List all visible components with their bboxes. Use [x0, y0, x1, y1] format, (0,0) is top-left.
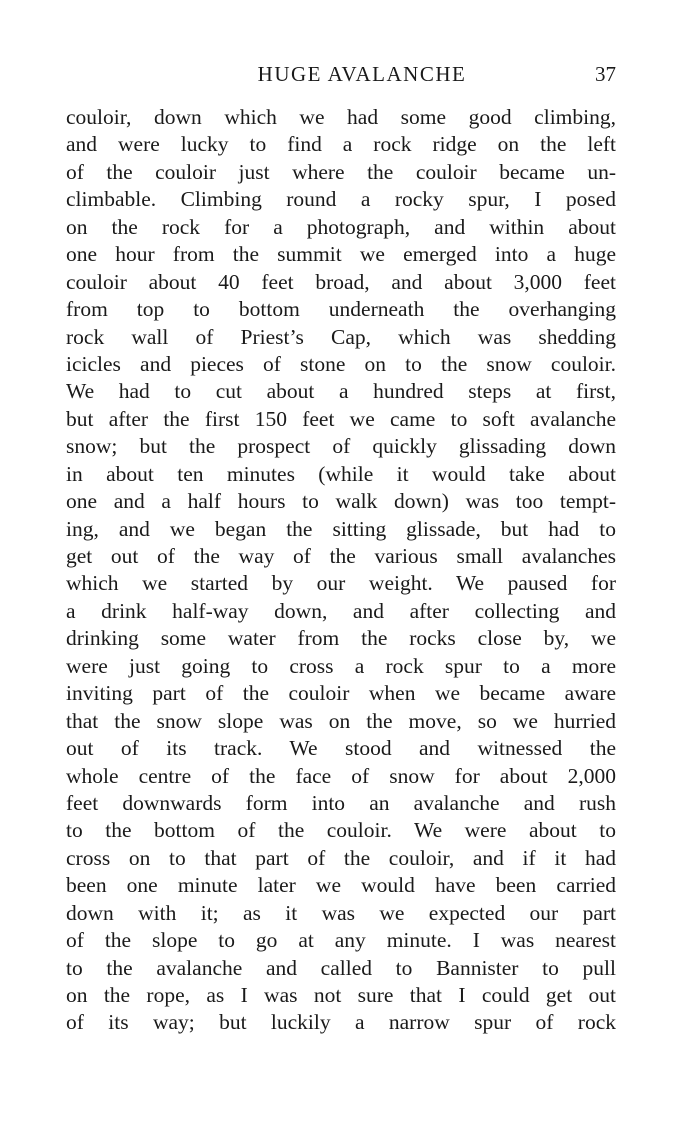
text-line: in about ten minutes (while it would take about	[66, 461, 616, 486]
text-line: of its way; but luckily a narrow spur of rock	[66, 1010, 616, 1035]
text-line: climbable. Climbing round a rocky spur, I posed	[66, 187, 616, 212]
text-line: been one minute later we would have been carried	[66, 873, 616, 898]
text-line: from top to bottom underneath the overhanging	[66, 297, 616, 322]
running-header	[66, 62, 616, 94]
text-line: but after the first 150 feet we came to soft avalanche	[66, 406, 616, 431]
text-line: that the snow slope was on the move, so we hurried	[66, 708, 616, 733]
text-line: cross on to that part of the couloir, and if it had	[66, 845, 616, 870]
text-line: snow; but the prospect of quickly glissading down	[66, 434, 616, 459]
text-line: drinking some water from the rocks close by, we	[66, 626, 616, 651]
text-line: couloir, down which we had some good climbing,	[66, 105, 616, 129]
text-line: were just going to cross a rock spur to a more	[66, 653, 616, 678]
text-line: and were lucky to find a rock ridge on the left	[66, 132, 616, 157]
page-number: 37	[595, 62, 616, 86]
book-page	[66, 62, 616, 1037]
running-title: HUGE AVALANCHE	[257, 62, 467, 86]
text-line: inviting part of the couloir when we became aware	[66, 681, 616, 706]
text-line: which we started by our weight. We paused for	[66, 571, 616, 596]
text-line: get out of the way of the various small avalanches	[66, 544, 616, 568]
text-line: of the couloir just where the couloir became un-	[66, 159, 616, 184]
text-line: one hour from the summit we emerged into a huge	[66, 242, 616, 267]
text-line: on the rope, as I was not sure that I could get out	[66, 983, 616, 1007]
text-line: icicles and pieces of stone on to the snow couloir.	[66, 351, 616, 376]
text-line: feet downwards form into an avalanche and rush	[66, 790, 616, 815]
text-line: ing, and we began the sitting glissade, but had to	[66, 516, 616, 541]
text-line: couloir about 40 feet broad, and about 3,000 feet	[66, 269, 616, 294]
text-line: to the bottom of the couloir. We were about to	[66, 818, 616, 843]
text-line: a drink half-way down, and after collecting and	[66, 598, 616, 623]
body-text	[66, 104, 616, 1037]
text-line: on the rock for a photograph, and within about	[66, 214, 616, 239]
text-line: down with it; as it was we expected our part	[66, 900, 616, 925]
text-line: one and a half hours to walk down) was too tempt-	[66, 489, 616, 514]
text-line: We had to cut about a hundred steps at first,	[66, 379, 616, 404]
text-line: out of its track. We stood and witnessed the	[66, 736, 616, 761]
text-line: of the slope to go at any minute. I was nearest	[66, 928, 616, 953]
text-line: to the avalanche and called to Bannister to pull	[66, 955, 616, 980]
text-line: rock wall of Priest’s Cap, which was shedding	[66, 324, 616, 349]
text-line: whole centre of the face of snow for about 2,000	[66, 763, 616, 788]
